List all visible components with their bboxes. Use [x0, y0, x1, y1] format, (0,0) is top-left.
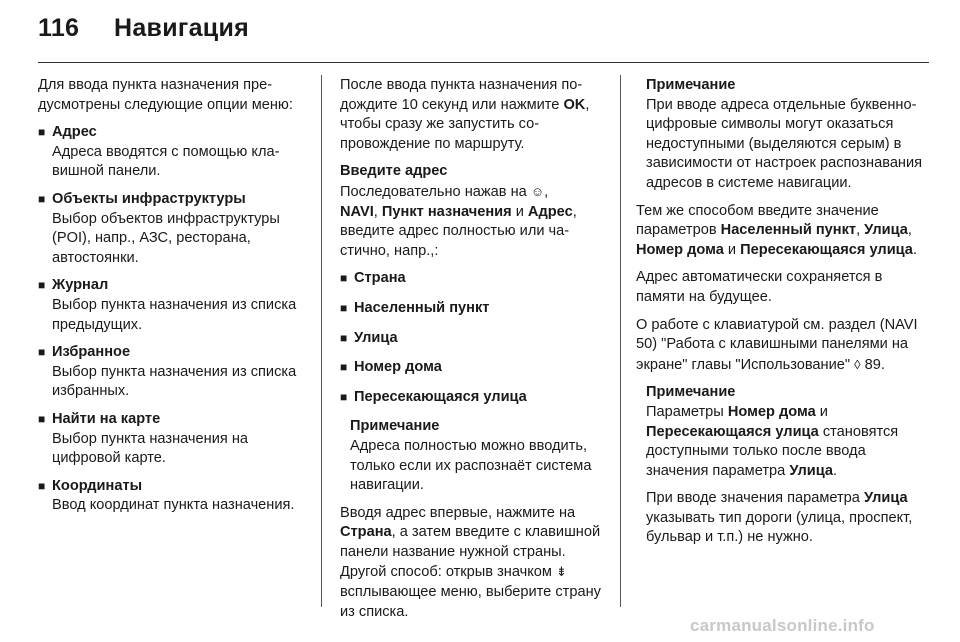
- column-2: [340, 76, 610, 630]
- bold-term: Населенный пункт: [720, 222, 857, 239]
- address-field-label: Номер дома: [354, 359, 442, 376]
- destination-label: Пункт назначения: [381, 203, 512, 220]
- text: ,: [544, 183, 549, 200]
- text: ,: [373, 203, 382, 220]
- menu-option: [38, 343, 310, 402]
- page-header: [38, 14, 249, 43]
- bullet-icon: ■: [340, 330, 348, 345]
- page-number: 116: [38, 14, 80, 42]
- text: становятся доступными только после ввода значения параметра: [646, 423, 899, 479]
- bullet-icon: ■: [38, 191, 46, 206]
- note-text: При вводе адреса отдельные буквенно-цифровые символы могут оказаться недоступными (выделяются серым) в зависимости от настроек распознавания адресов в системе навигации.: [646, 96, 923, 191]
- address-field-label: Пересекающаяся улица: [354, 388, 527, 405]
- paragraph: [636, 202, 932, 261]
- menu-option-title: Адрес: [52, 124, 97, 141]
- note-block: [646, 383, 932, 548]
- column-3: [636, 76, 932, 556]
- bold-term: Улица: [864, 222, 908, 239]
- bullet-icon: ■: [38, 125, 46, 140]
- header-rule: [38, 62, 929, 63]
- note-title: Примечание: [350, 418, 440, 435]
- watermark: carmanualsonline.info: [690, 616, 875, 635]
- note-block: [646, 76, 932, 194]
- address-label: Адрес: [527, 203, 573, 220]
- note-title: Примечание: [646, 77, 736, 93]
- intro-text: Для ввода пункта назначения предусмотрены следующие опции меню:: [38, 77, 293, 113]
- address-field-list: [340, 269, 610, 407]
- column-divider-1: [321, 75, 322, 607]
- menu-option-body: [52, 410, 310, 469]
- text: О работе с клавиатурой см. раздел (NAVI 50) "Работа с клавишными панелями на экране" главы "Использование": [636, 316, 918, 373]
- bullet-icon: ■: [38, 345, 46, 360]
- address-field-item: [340, 269, 610, 289]
- address-field-item: [340, 388, 610, 408]
- address-field-label: Улица: [354, 329, 398, 346]
- menu-option: [38, 190, 310, 268]
- page-reference-number: 89.: [860, 356, 885, 373]
- text: , введите адрес полностью или частично, напр.,:: [340, 203, 577, 259]
- address-field-label: Страна: [354, 270, 406, 287]
- bullet-icon: ■: [340, 271, 348, 286]
- text: После ввода пункта назначения подождите 10 секунд или нажмите: [340, 77, 583, 113]
- bullet-icon: ■: [340, 300, 348, 315]
- paragraph: [340, 182, 610, 261]
- address-field-item: [340, 358, 610, 378]
- menu-option-title: Координаты: [52, 477, 143, 494]
- bold-term: Улица: [789, 462, 833, 479]
- column-1: [38, 76, 310, 524]
- menu-option: [38, 123, 310, 182]
- paragraph: [340, 76, 610, 154]
- address-field-item: [340, 299, 610, 319]
- paragraph: [340, 504, 610, 623]
- text: , а затем введите с клавишной панели название нужной страны. Другой способ: открыв значком: [340, 524, 601, 581]
- text: При вводе значения параметра: [646, 490, 864, 507]
- bullet-icon: ■: [38, 278, 46, 293]
- navi-label: NAVI: [340, 203, 374, 220]
- bold-term: Номер дома: [727, 403, 816, 420]
- popup-menu-icon: ⇟: [556, 564, 567, 580]
- menu-option-title: Журнал: [52, 277, 109, 294]
- menu-option-desc: Выбор пункта назначения из списка предыдущих.: [52, 296, 297, 333]
- bold-term: Пересекающаяся улица: [740, 241, 913, 258]
- bullet-icon: ■: [38, 411, 46, 426]
- menu-option-desc: Адреса вводятся с помощью клавишной панели.: [52, 143, 280, 180]
- ok-label: OK: [563, 96, 586, 113]
- text: Параметры: [646, 403, 728, 420]
- paragraph: [636, 316, 932, 376]
- menu-option: [38, 276, 310, 335]
- text: , чтобы сразу же запустить сопровождение по маршруту.: [340, 96, 590, 152]
- bold-term: Номер дома: [636, 241, 724, 258]
- paragraph: Адрес автоматически сохраняется в памяти на будущее.: [636, 269, 883, 305]
- text: указывать тип дороги (улица, проспект, бульвар и т.п.) не нужно.: [646, 509, 913, 546]
- menu-option-body: [52, 477, 310, 516]
- menu-option-list: [38, 123, 310, 516]
- address-field-item: [340, 329, 610, 349]
- note-text: [646, 403, 932, 481]
- menu-option-desc: Выбор пункта назначения на цифровой карте.: [52, 430, 248, 467]
- text: Тем же способом введите значение параметров: [636, 202, 879, 239]
- section-title-text: Введите адрес: [340, 163, 448, 180]
- menu-option-body: [52, 276, 310, 335]
- column-divider-2: [620, 75, 621, 607]
- note-text: [646, 489, 932, 548]
- text: и: [723, 241, 741, 258]
- menu-option-body: [52, 123, 310, 182]
- page-title: Навигация: [114, 14, 250, 42]
- bold-term: Улица: [863, 490, 908, 507]
- text: .: [833, 462, 838, 479]
- menu-option-body: [52, 190, 310, 268]
- text: .: [912, 241, 917, 258]
- menu-option-desc: Выбор объектов инфраструктуры (POI), напр., АЗС, ресторана, автостоянки.: [52, 210, 280, 266]
- note-title: Примечание: [646, 384, 736, 401]
- text: и: [511, 203, 528, 220]
- menu-option-desc: Выбор пункта назначения из списка избранных.: [52, 363, 297, 400]
- text: и: [815, 403, 828, 420]
- note-text: Адреса полностью можно вводить, только если их распознаёт система навигации.: [350, 437, 592, 494]
- bullet-icon: ■: [38, 478, 46, 493]
- page-reference-icon: ◊: [854, 356, 861, 372]
- text: Вводя адрес впервые, нажмите на: [340, 504, 576, 521]
- bullet-icon: ■: [340, 360, 348, 375]
- menu-option-body: [52, 343, 310, 402]
- menu-option: [38, 477, 310, 516]
- text: ,: [856, 222, 865, 239]
- text: Последовательно нажав на: [340, 183, 531, 200]
- menu-option-desc: Ввод координат пункта назначения.: [52, 497, 295, 514]
- bold-term: Пересекающаяся улица: [646, 423, 819, 440]
- menu-option: [38, 410, 310, 469]
- country-label: Страна: [340, 524, 392, 541]
- menu-option-title: Найти на карте: [52, 410, 161, 427]
- menu-option-title: Избранное: [52, 344, 131, 361]
- text: ,: [907, 222, 912, 239]
- text: всплывающее меню, выберите страну из списка.: [340, 584, 601, 620]
- menu-option-title: Объекты инфраструктуры: [52, 190, 246, 207]
- home-icon: ☺: [530, 183, 545, 199]
- bullet-icon: ■: [340, 389, 348, 404]
- section-title: [340, 162, 610, 182]
- note-block: [350, 417, 610, 495]
- address-field-label: Населенный пункт: [354, 299, 490, 316]
